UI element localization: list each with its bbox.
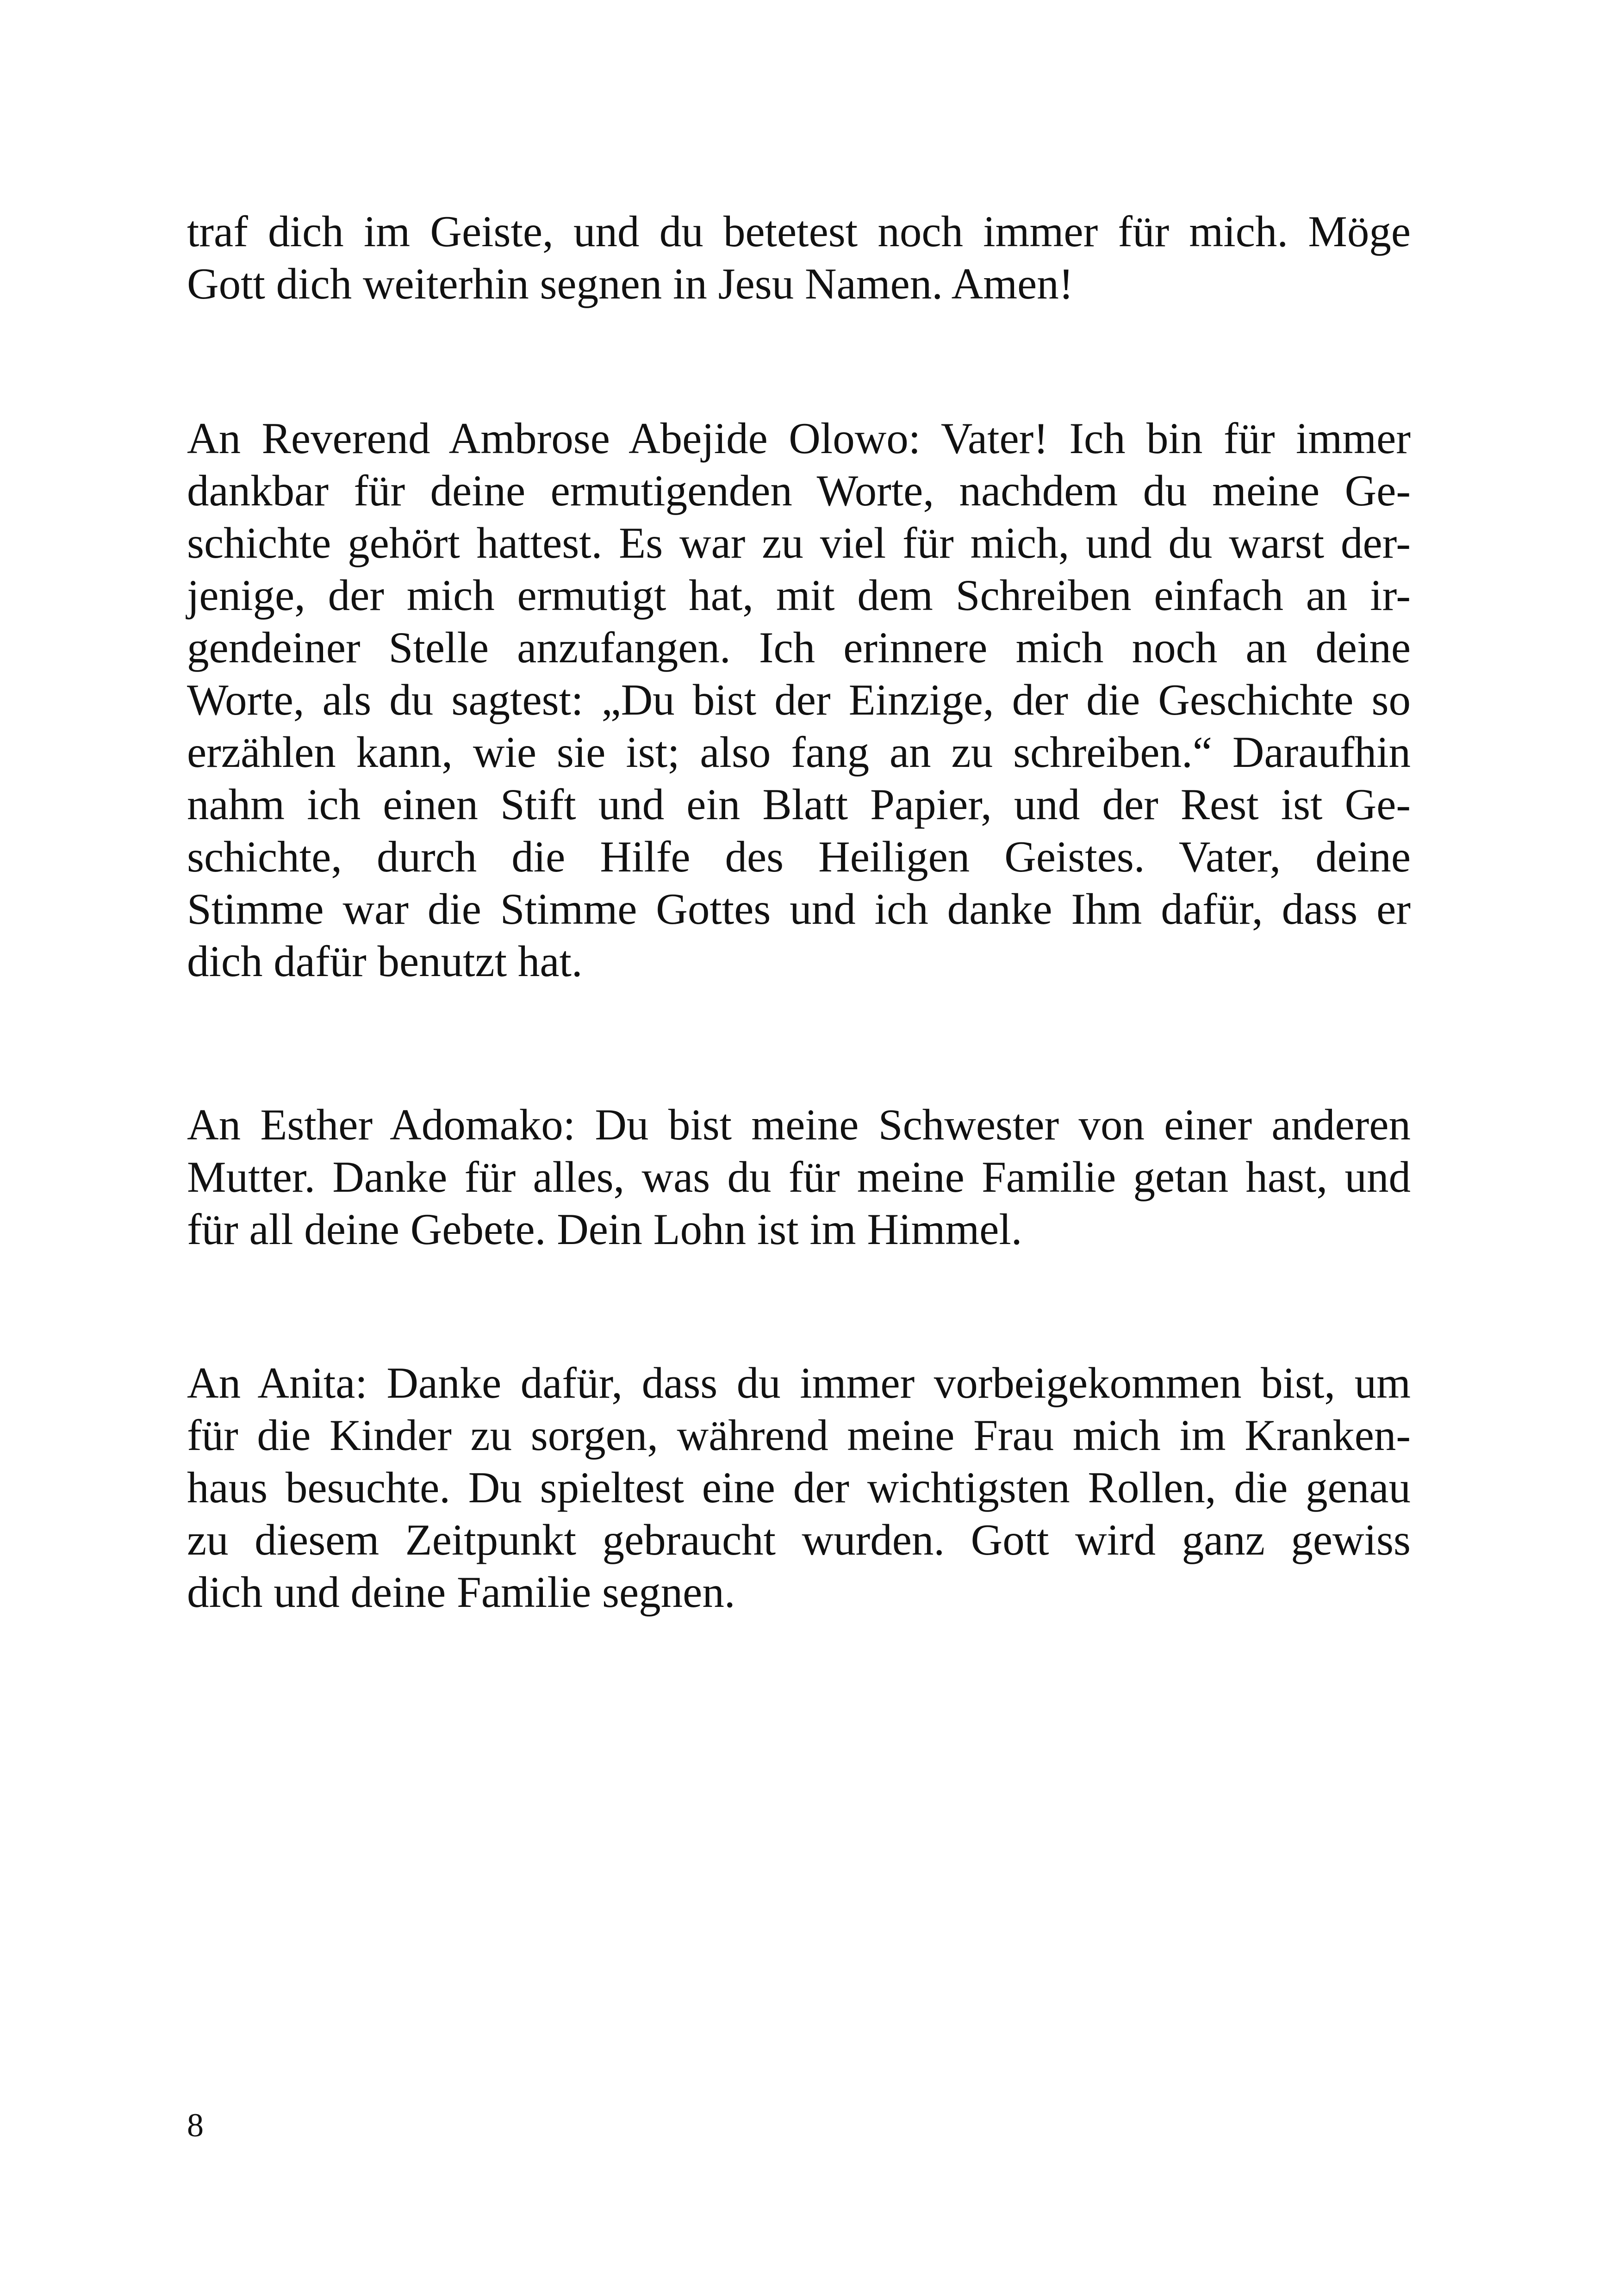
text-line: jenige, der mich ermutigt hat, mit dem Schreiben einfach an ir- <box>187 571 1411 620</box>
text-line: Stimme war die Stimme Gottes und ich danke Ihm dafür, dass er <box>187 884 1411 933</box>
text-line: zu diesem Zeitpunkt gebraucht wurden. Gott wird ganz gewiss <box>187 1515 1411 1564</box>
paragraph-closing-blessing <box>187 205 1411 310</box>
text-line: schichte gehört hattest. Es war zu viel für mich, und du warst der- <box>187 518 1411 567</box>
text-line: nahm ich einen Stift und ein Blatt Papier, und der Rest ist Ge- <box>187 780 1411 829</box>
text-line: für die Kinder zu sorgen, während meine Frau mich im Kranken- <box>187 1411 1411 1460</box>
page-number: 8 <box>187 2107 204 2144</box>
text-line: schichte, durch die Hilfe des Heiligen Geistes. Vater, deine <box>187 832 1411 881</box>
text-line: An Reverend Ambrose Abejide Olowo: Vater! Ich bin für immer <box>187 414 1411 463</box>
paragraph-anita <box>187 1357 1411 1618</box>
text-line: für all deine Gebete. Dein Lohn ist im Himmel. <box>187 1205 1022 1254</box>
text-line: Gott dich weiterhin segnen in Jesu Namen. Amen! <box>187 259 1074 308</box>
text-line: Worte, als du sagtest: „Du bist der Einzige, der die Geschichte so <box>187 675 1411 724</box>
text-line: traf dich im Geiste, und du betetest noch immer für mich. Möge <box>187 207 1411 256</box>
text-line: An Esther Adomako: Du bist meine Schwester von einer anderen <box>187 1100 1411 1149</box>
text-line: dankbar für deine ermutigenden Worte, nachdem du meine Ge- <box>187 466 1411 515</box>
text-line: dich dafür benutzt hat. <box>187 937 583 986</box>
text-line: An Anita: Danke dafür, dass du immer vorbeigekommen bist, um <box>187 1358 1411 1407</box>
text-line: Mutter. Danke für alles, was du für meine Familie getan hast, und <box>187 1152 1411 1201</box>
paragraph-esther-adomako <box>187 1099 1411 1256</box>
text-line: haus besuchte. Du spieltest eine der wichtigsten Rollen, die genau <box>187 1463 1411 1512</box>
text-line: erzählen kann, wie sie ist; also fang an zu schreiben.“ Daraufhin <box>187 728 1411 777</box>
text-line: gendeiner Stelle anzufangen. Ich erinnere mich noch an deine <box>187 623 1411 672</box>
text-line: dich und deine Familie segnen. <box>187 1568 735 1617</box>
paragraph-reverend-olowo <box>187 412 1411 988</box>
